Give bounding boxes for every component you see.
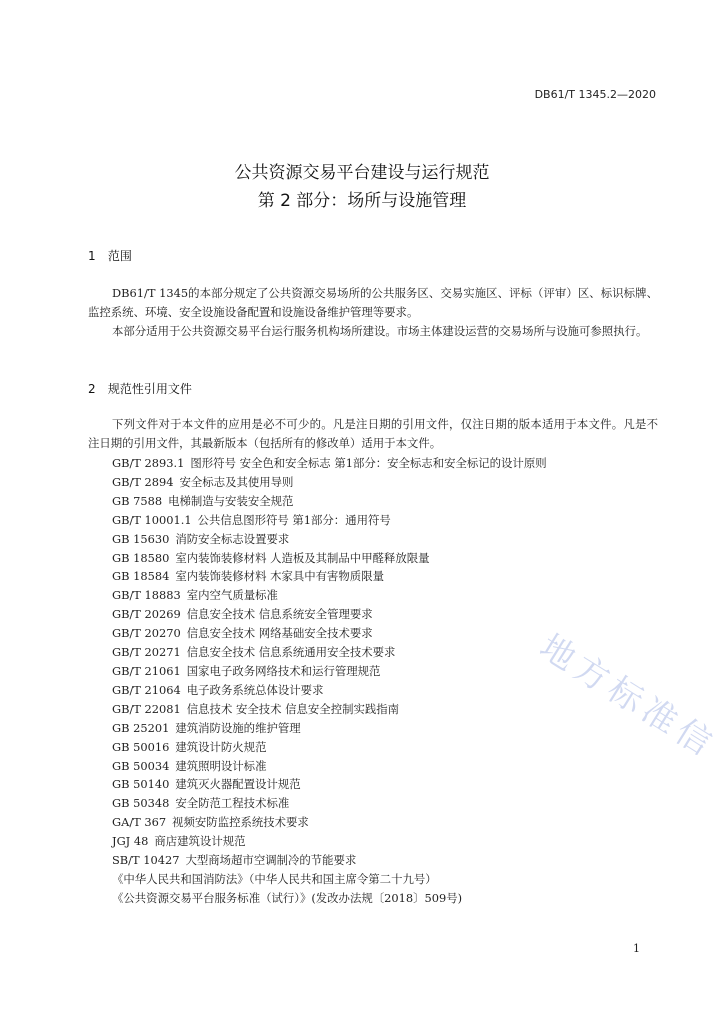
reference-item xyxy=(112,738,547,757)
reference-code: GB/T 21061 xyxy=(112,663,181,678)
reference-title: 图形符号 安全色和安全标志 第1部分：安全标志和安全标记的设计原则 xyxy=(190,456,547,470)
reference-title: 公共信息图形符号 第1部分：通用符号 xyxy=(197,512,391,527)
reference-title: 信息技术 安全技术 信息安全控制实践指南 xyxy=(186,701,400,716)
reference-code: SB/T 10427 xyxy=(112,853,180,868)
document-subtitle: 第 2 部分：场所与设施管理 xyxy=(257,191,467,211)
section-title: 规范性引用文件 xyxy=(107,382,192,396)
reference-code: GB/T 20271 xyxy=(112,645,181,660)
reference-code: GB 50348 xyxy=(112,796,170,811)
reference-code: JGJ 48 xyxy=(112,834,149,849)
section-heading-normative-references xyxy=(88,380,192,397)
reference-title: 视频安防监控系统技术要求 xyxy=(172,815,309,830)
reference-item xyxy=(112,492,547,511)
reference-title: 信息安全技术 信息系统安全管理要求 xyxy=(186,607,373,622)
reference-title: 室内装饰装修材料 人造板及其制品中甲醛释放限量 xyxy=(175,550,430,565)
reference-title: 电梯制造与安装安全规范 xyxy=(168,493,294,508)
reference-title: 电子政务系统总体设计要求 xyxy=(186,682,324,697)
watermark: 地方标准信 xyxy=(532,626,724,767)
reference-item xyxy=(112,662,547,681)
reference-title: 《公共资源交易平台服务标准（试行）》(发改办法规〔2018〕509号) xyxy=(112,890,463,905)
reference-code: GA/T 367 xyxy=(112,815,167,830)
reference-item xyxy=(112,567,547,586)
reference-title: 国家电子政务网络技术和运行管理规范 xyxy=(186,663,381,678)
reference-item xyxy=(112,700,547,719)
reference-code: GB 50140 xyxy=(112,777,170,792)
reference-item xyxy=(112,794,547,813)
reference-title: 《中华人民共和国消防法》（中华人民共和国主席令第二十九号） xyxy=(112,871,437,886)
reference-title: 安全标志及其使用导则 xyxy=(179,474,294,489)
reference-code: GB 15630 xyxy=(112,531,170,546)
reference-item xyxy=(112,719,547,738)
reference-code: GB/T 18883 xyxy=(112,588,181,603)
reference-code: GB 7588 xyxy=(112,493,163,508)
references-intro-paragraph: 下列文件对于本文件的应用是必不可少的。凡是注日期的引用文件，仅注日期的版本适用于本文件。凡是不注日期的引用文件，其最新版本（包括所有的修改单）适用于本文件。 xyxy=(88,417,658,450)
section-number: 1 xyxy=(88,249,96,263)
page-number: 1 xyxy=(633,942,640,955)
scope-paragraph-1: DB61/T 1345的本部分规定了公共资源交易场所的公共服务区、交易实施区、评标（评审）区、标识标牌、监控系统、环境、安全设施设备配置和设施设备维护管理等要求。 xyxy=(88,286,658,319)
reference-item xyxy=(112,851,547,870)
document-title: 公共资源交易平台建设与运行规范 xyxy=(234,163,490,183)
reference-title: 商店建筑设计规范 xyxy=(154,834,246,849)
reference-code: GB 50016 xyxy=(112,739,170,754)
reference-code: GB/T 10001.1 xyxy=(112,512,192,527)
reference-item xyxy=(112,454,547,473)
reference-item xyxy=(112,813,547,832)
reference-item xyxy=(112,643,547,662)
reference-item xyxy=(112,870,547,889)
reference-code: GB 18580 xyxy=(112,550,170,565)
reference-code: GB 25201 xyxy=(112,720,170,735)
document-code: DB61/T 1345.2—2020 xyxy=(534,88,656,101)
reference-code: GB/T 20270 xyxy=(112,626,181,641)
reference-item xyxy=(112,832,547,851)
reference-code: GB/T 2894 xyxy=(112,474,174,489)
reference-title: 建筑消防设施的维护管理 xyxy=(175,720,301,735)
reference-item xyxy=(112,775,547,794)
reference-code: GB/T 22081 xyxy=(112,701,181,716)
reference-title: 建筑照明设计标准 xyxy=(175,758,267,773)
reference-item xyxy=(112,586,547,605)
reference-code: GB 50034 xyxy=(112,758,170,773)
reference-item xyxy=(112,889,547,908)
reference-item xyxy=(112,511,547,530)
section-heading-scope xyxy=(88,247,132,264)
reference-list xyxy=(112,454,547,908)
reference-code: GB 18584 xyxy=(112,569,170,584)
reference-item xyxy=(112,681,547,700)
reference-title: 信息安全技术 网络基础安全技术要求 xyxy=(186,626,373,641)
reference-code: GB/T 21064 xyxy=(112,682,181,697)
reference-item xyxy=(112,624,547,643)
reference-item xyxy=(112,605,547,624)
reference-title: 建筑灭火器配置设计规范 xyxy=(175,777,301,792)
reference-code: GB/T 20269 xyxy=(112,607,181,622)
reference-item xyxy=(112,473,547,492)
reference-title: 信息安全技术 信息系统通用安全技术要求 xyxy=(186,645,396,660)
reference-item xyxy=(112,549,547,568)
scope-paragraph-2: 本部分适用于公共资源交易平台运行服务机构场所建设。市场主体建设运营的交易场所与设施可参照执行。 xyxy=(112,324,648,338)
reference-code: GB/T 2893.1 xyxy=(112,456,185,470)
reference-title: 安全防范工程技术标准 xyxy=(175,796,290,811)
reference-title: 室内装饰装修材料 木家具中有害物质限量 xyxy=(175,569,384,584)
reference-title: 消防安全标志设置要求 xyxy=(175,531,290,546)
reference-title: 建筑设计防火规范 xyxy=(175,739,267,754)
reference-item xyxy=(112,530,547,549)
reference-title: 大型商场超市空调制冷的节能要求 xyxy=(185,853,357,868)
section-title: 范围 xyxy=(107,249,132,263)
reference-item xyxy=(112,757,547,776)
section-number: 2 xyxy=(88,382,96,396)
reference-title: 室内空气质量标准 xyxy=(186,588,278,603)
